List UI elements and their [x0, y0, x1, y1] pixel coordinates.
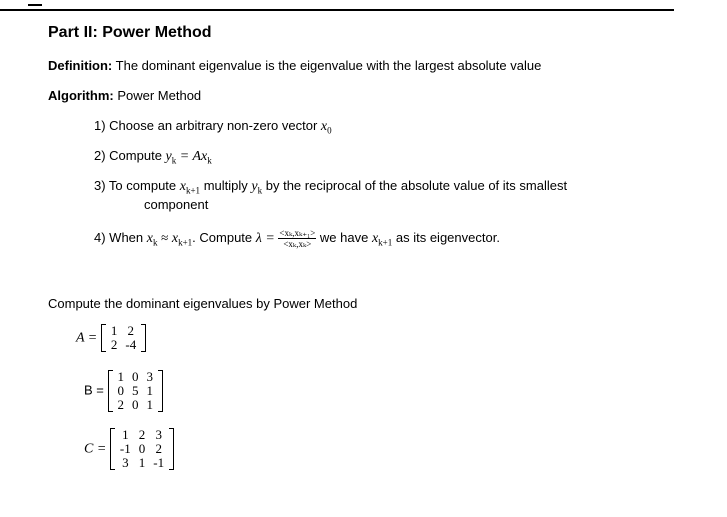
step-3: [94, 178, 567, 196]
step-2: [94, 148, 212, 166]
matrix-a-block: [76, 324, 146, 352]
step-4-compute: . Compute: [192, 229, 253, 245]
definition-line: [48, 58, 541, 73]
step-2-var: y: [165, 149, 172, 164]
step-1: [94, 118, 332, 136]
matrix-c-cell: 1: [138, 455, 146, 470]
step-2-sub: k: [171, 155, 177, 166]
matrix-c-block: [84, 428, 174, 470]
matrix-c-cell: 2: [155, 441, 162, 456]
step-4-sub: k: [152, 237, 158, 248]
algorithm-label: Algorithm:: [48, 88, 114, 103]
step-4-sub2: k+1: [178, 237, 193, 248]
matrix-b-cell: 2: [117, 397, 124, 412]
matrix-c-cell: 1: [122, 427, 129, 442]
step-4-approx: ≈: [161, 229, 169, 245]
matrix-a-cell: 1: [110, 323, 118, 338]
matrix-c-label: C =: [84, 441, 107, 457]
matrix-a-cell: 2: [127, 323, 135, 338]
matrix-b-label: B =: [84, 382, 104, 398]
matrix-a-cell: -4: [125, 337, 137, 352]
header-rule: [0, 9, 674, 11]
matrix-b-cell: 0: [117, 383, 124, 398]
step-4-var: x: [146, 230, 153, 246]
section-title: Part II: Power Method: [48, 24, 212, 41]
matrix-c-cell: 3: [155, 427, 162, 442]
matrix-b-block: [84, 370, 163, 412]
definition-label: Definition:: [48, 58, 113, 73]
algorithm-line: [48, 88, 201, 103]
step-4-var3: x: [371, 230, 379, 246]
step-3-var2: y: [251, 179, 258, 194]
step-3-line2: component: [144, 197, 209, 212]
step-2-rhs-sub: k: [207, 155, 212, 166]
matrix-b-cell: 3: [146, 369, 153, 384]
header-tick: [28, 0, 42, 6]
step-4-numerator: <xₖ,xₖ₊₁>: [279, 228, 316, 238]
step-3-text: 3) To compute: [94, 178, 177, 193]
matrix-a-cell: 2: [110, 337, 118, 352]
step-3-rest: by the reciprocal of the absolute value of its smallest: [265, 178, 568, 193]
matrix-c-cell: -1: [153, 455, 165, 470]
matrix-b: [108, 370, 164, 412]
matrix-a-label: A =: [76, 330, 98, 346]
step-4-text: 4) When: [94, 229, 144, 245]
step-1-var: x: [320, 119, 328, 134]
step-1-text: 1) Choose an arbitrary non-zero vector: [94, 118, 318, 133]
matrix-c-cell: -1: [119, 441, 131, 456]
matrix-b-cell: 1: [146, 383, 153, 398]
exercise-prompt: Compute the dominant eigenvalues by Power Method: [48, 296, 358, 311]
matrix-b-cell: 0: [132, 397, 139, 412]
step-4-end: as its eigenvector.: [395, 229, 500, 245]
step-2-rhs: = Ax: [176, 149, 208, 164]
matrix-c-cell: 3: [122, 455, 129, 470]
matrix-b-cell: 5: [132, 383, 139, 398]
matrix-b-cell: 1: [146, 397, 153, 412]
step-4-fraction: [278, 228, 316, 249]
step-1-sub: 0: [327, 125, 332, 136]
definition-text: The dominant eigenvalue is the eigenvalue with the largest absolute value: [115, 58, 542, 73]
step-4-var2: x: [171, 230, 179, 246]
step-3-var: x: [179, 179, 186, 194]
step-4-denominator: <xₖ,xₖ>: [283, 239, 312, 249]
step-3-sub: k+1: [185, 185, 201, 196]
step-4-lambda: λ =: [255, 230, 275, 246]
step-3-sub2: k: [257, 185, 263, 196]
step-4-tail: we have: [319, 229, 369, 245]
matrix-c-cell: 0: [138, 441, 146, 456]
matrix-a: [101, 324, 146, 352]
step-4-sub3: k+1: [378, 237, 393, 248]
step-2-text: 2) Compute: [94, 148, 162, 163]
matrix-b-cell: 1: [117, 369, 124, 384]
step-4: [94, 228, 500, 249]
matrix-b-cell: 0: [132, 369, 139, 384]
matrix-c: [110, 428, 174, 470]
step-3-multiply: multiply: [203, 178, 248, 193]
matrix-c-cell: 2: [138, 427, 146, 442]
algorithm-text: Power Method: [117, 88, 202, 103]
